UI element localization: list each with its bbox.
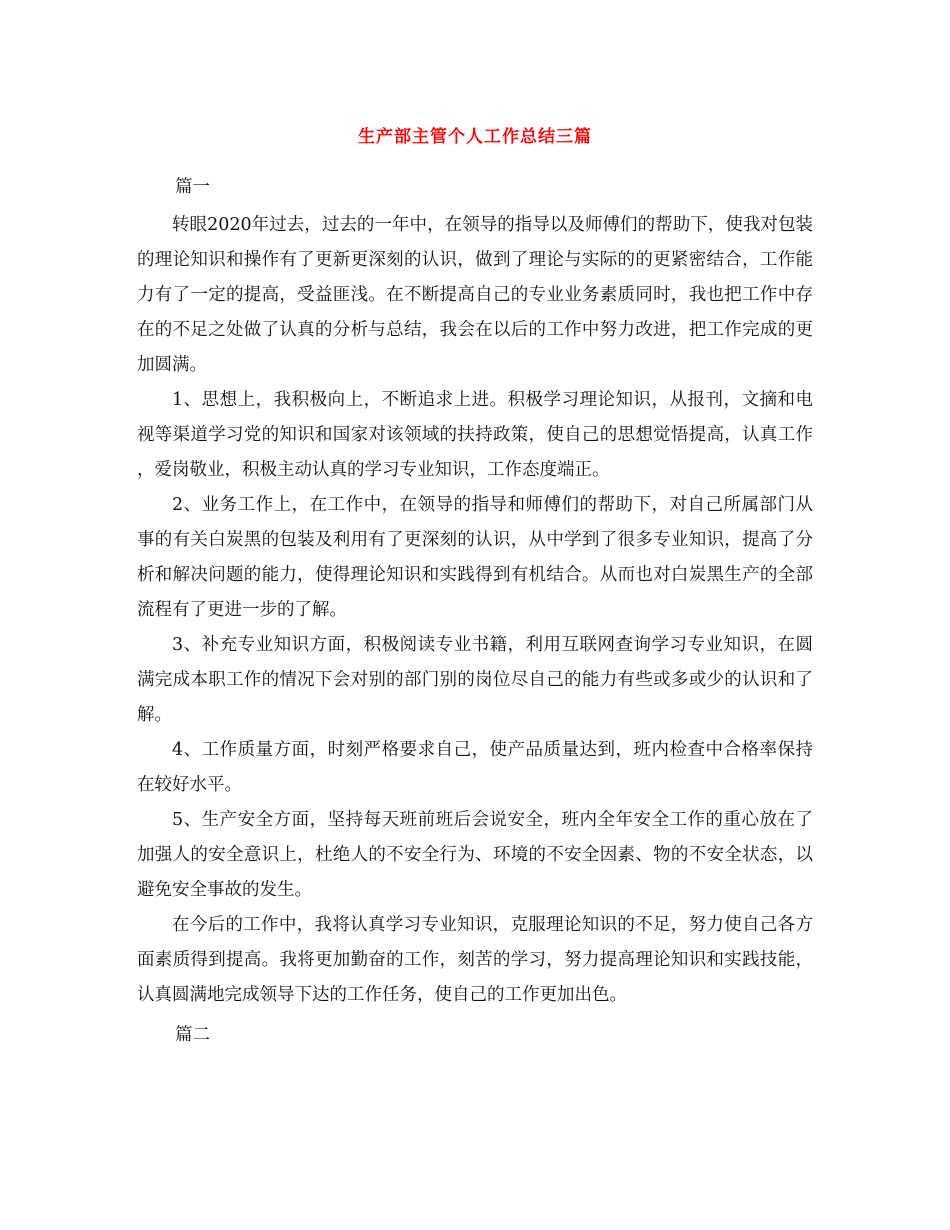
paragraph-intro: 转眼2020年过去，过去的一年中，在领导的指导以及师傅们的帮助下，使我对包装的理论知识和操作有了更新更深刻的认识，做到了理论与实际的的更紧密结合，工作能力有了一定的提高，受益匪浅。在不断提高自己的专业业务素质同时，我也把工作中存在的不足之处做了认真的分析与总结，我会在以后的工作中努力改进，把工作完成的更加圆满。	[137, 215, 813, 375]
document-body	[137, 170, 813, 1056]
paragraph-conclusion: 在今后的工作中，我将认真学习专业知识，克服理论知识的不足，努力使自己各方面素质得到提高。我将更加勤奋的工作，刻苦的学习，努力提高理论知识和实践技能，认真圆满地完成领导下达的工作任务，使自己的工作更加出色。	[137, 915, 813, 1005]
paragraph-item-2: 2、业务工作上，在工作中，在领导的指导和师傅们的帮助下，对自己所属部门从事的有关白炭黑的包装及利用有了更深刻的认识，从中学到了很多专业知识，提高了分析和解决问题的能力，使得理论知识和实践得到有机结合。从而也对白炭黑生产的全部流程有了更进一步的了解。	[137, 495, 813, 620]
paragraph-item-5: 5、生产安全方面，坚持每天班前班后会说安全，班内全年安全工作的重心放在了加强人的安全意识上，杜绝人的不安全行为、环境的不安全因素、物的不安全状态，以避免安全事故的发生。	[137, 810, 813, 900]
section-heading-2: 篇二	[175, 1025, 210, 1045]
paragraph-item-4: 4、工作质量方面，时刻严格要求自己，使产品质量达到，班内检查中合格率保持在较好水平。	[137, 740, 813, 795]
paragraph-item-3: 3、补充专业知识方面，积极阅读专业书籍，利用互联网查询学习专业知识，在圆满完成本职工作的情况下会对别的部门别的岗位尽自己的能力有些或多或少的认识和了解。	[137, 635, 813, 725]
section-heading-1: 篇一	[175, 177, 210, 197]
paragraph-item-1: 1、思想上，我积极向上，不断追求上进。积极学习理论知识，从报刊，文摘和电视等渠道学习党的知识和国家对该领域的扶持政策，使自己的思想觉悟提高，认真工作，爱岗敬业，积极主动认真的学习专业知识，工作态度端正。	[137, 390, 813, 480]
document-title: 生产部主管个人工作总结三篇	[358, 127, 592, 147]
